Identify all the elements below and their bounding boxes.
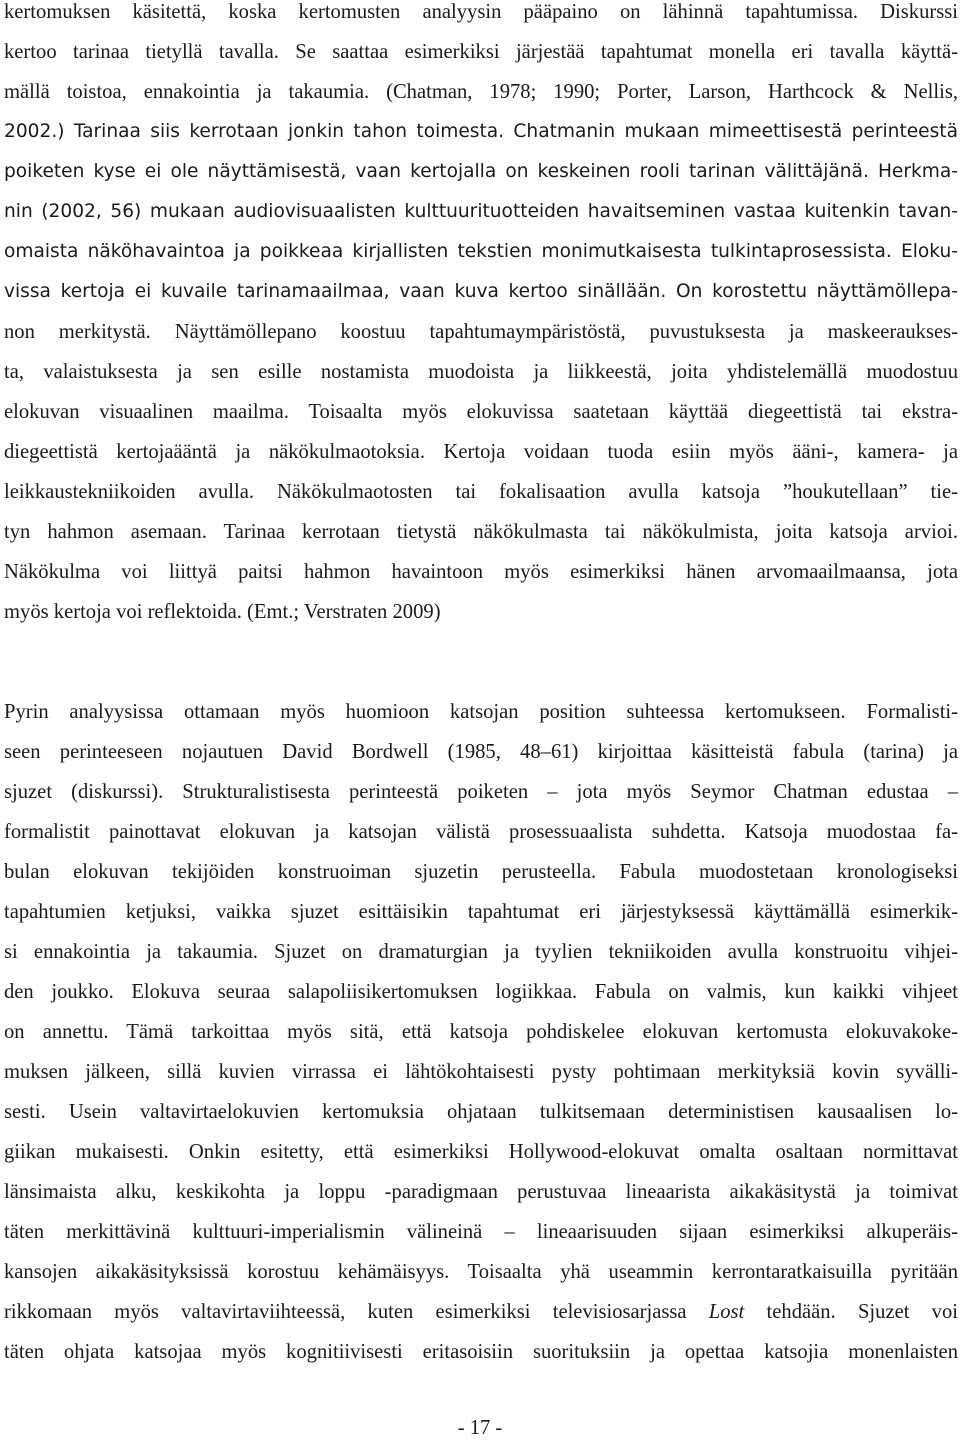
text-line: seen perinteeseen nojautuen David Bordwell (1985, 48–61) kirjoittaa käsitteistä fabula (tarina) ja	[4, 741, 958, 763]
text-line: bulan elokuvan tekijöiden konstruoiman sjuzetin perusteella. Fabula muodostetaan kronologiseksi	[4, 861, 958, 883]
page-number: - 17 -	[457, 1417, 503, 1439]
text-line: poiketen kyse ei ole näyttämisestä, vaan kertojalla on keskeinen rooli tarinan välittäjänä. Herkma-	[4, 161, 958, 182]
paragraph-2	[4, 692, 958, 1372]
text-line: mällä toistoa, ennakointia ja takaumia. (Chatman, 1978; 1990; Porter, Larson, Harthcock & Nellis,	[4, 81, 958, 103]
text-line: on annettu. Tämä tarkoittaa myös sitä, että katsoja pohdiskelee elokuvan kertomusta elokuvakoke-	[4, 1021, 958, 1043]
text-line: diegeettistä kertojaääntä ja näkökulmaotoksia. Kertoja voidaan tuoda esiin myös ääni-, kamera- ja	[4, 441, 958, 463]
text-line: muksen jälkeen, sillä kuvien virrassa ei lähtökohtaisesti pysty pohtimaan merkityksiä kovin syvälli-	[4, 1061, 958, 1083]
text-line: nin (2002, 56) mukaan audiovisuaalisten kulttuurituotteiden havaitseminen vastaa kuitenkin tavan-	[4, 201, 958, 222]
text-line: täten merkittävinä kulttuuri-imperialismin välineinä – lineaarisuuden sijaan esimerkiksi alkuperäis-	[4, 1221, 958, 1243]
text-line: länsimaista alku, keskikohta ja loppu -paradigmaan perustuvaa lineaarista aikakäsitystä ja toimivat	[4, 1181, 958, 1203]
text-line: Pyrin analyysissa ottamaan myös huomioon katsojan position suhteessa kertomukseen. Formalisti-	[4, 701, 958, 723]
text-line: non merkitystä. Näyttämöllepano koostuu tapahtumaympäristöstä, puvustuksesta ja maskeeraukses-	[4, 321, 958, 343]
title-lost: Lost	[708, 1301, 745, 1323]
text-line: omaista näköhavaintoa ja poikkeaa kirjallisten tekstien monimutkaisesta tulkintaprosessista. Eloku-	[4, 241, 958, 262]
text-line: Näkökulma voi liittyä paitsi hahmon havaintoon myös esimerkiksi hänen arvomaailmaansa, jota	[4, 561, 958, 583]
text-line: si ennakointia ja takaumia. Sjuzet on dramaturgian ja tyylien tekniikoiden avulla konstruoitu vihjei-	[4, 941, 958, 963]
text-line: giikan mukaisesti. Onkin esitetty, että esimerkiksi Hollywood-elokuvat omalta osaltaan normittavat	[4, 1141, 958, 1163]
text-line: myös kertoja voi reflektoida. (Emt.; Verstraten 2009)	[4, 601, 441, 623]
text-line: kansojen aikakäsityksissä korostuu kehämäisyys. Toisaalta yhä useammin kerrontaratkaisuilla pyritään	[4, 1261, 958, 1283]
text-line: vissa kertoja ei kuvaile tarinamaailmaa, vaan kuva kertoo sinällään. On korostettu näyttämöllepa-	[4, 281, 958, 302]
paragraph-1	[4, 0, 958, 632]
text-line: kertomuksen käsitettä, koska kertomusten analyysin pääpaino on lähinnä tapahtumissa. Diskurssi	[4, 1, 958, 23]
text-line: tapahtumien ketjuksi, vaikka sjuzet esittäisikin tapahtumat eri järjestyksessä käyttämällä esimerkik-	[4, 901, 958, 923]
text-line: kertoo tarinaa tietyllä tavalla. Se saattaa esimerkiksi järjestää tapahtumat monella eri tavalla käyttä-	[4, 41, 958, 63]
text-line: tyn hahmon asemaan. Tarinaa kerrotaan tietystä näkökulmasta tai näkökulmista, joita katsoja arvioi.	[4, 521, 958, 543]
text-run: tehdään. Sjuzet voi	[744, 1301, 959, 1323]
text-line: formalistit painottavat elokuvan ja katsojan välistä prosessuaalista suhdetta. Katsoja muodostaa fa-	[4, 821, 958, 843]
text-line: täten ohjata katsojaa myös kognitiivisesti eritasoisiin suorituksiin ja opettaa katsojia monenlaisten	[4, 1341, 958, 1363]
text-line: den joukko. Elokuva seuraa salapoliisikertomuksen logiikkaa. Fabula on valmis, kun kaikki vihjeet	[4, 981, 958, 1003]
text-line: sesti. Usein valtavirtaelokuvien kertomuksia ohjataan tulkitsemaan deterministisen kausaalisen lo-	[4, 1101, 958, 1123]
text-line: 2002.) Tarinaa siis kerrotaan jonkin tahon toimesta. Chatmanin mukaan mimeettisestä perinteestä	[4, 121, 958, 142]
text-line	[4, 1292, 958, 1332]
text-line: leikkaustekniikoiden avulla. Näkökulmaotosten tai fokalisaation avulla katsoja ”houkutellaan” tie-	[4, 481, 958, 503]
text-line: sjuzet (diskurssi). Strukturalistisesta perinteestä poiketen – jota myös Seymor Chatman edustaa –	[4, 781, 958, 803]
text-line: elokuvan visuaalinen maailma. Toisaalta myös elokuvissa saatetaan käyttää diegeettistä tai ekstra-	[4, 401, 958, 423]
text-line: ta, valaistuksesta ja sen esille nostamista muodoista ja liikkeestä, joita yhdistelemällä muodostuu	[4, 361, 958, 383]
text-run: rikkomaan myös valtavirtaviihteessä, kuten esimerkiksi televisiosarjassa	[4, 1301, 709, 1323]
